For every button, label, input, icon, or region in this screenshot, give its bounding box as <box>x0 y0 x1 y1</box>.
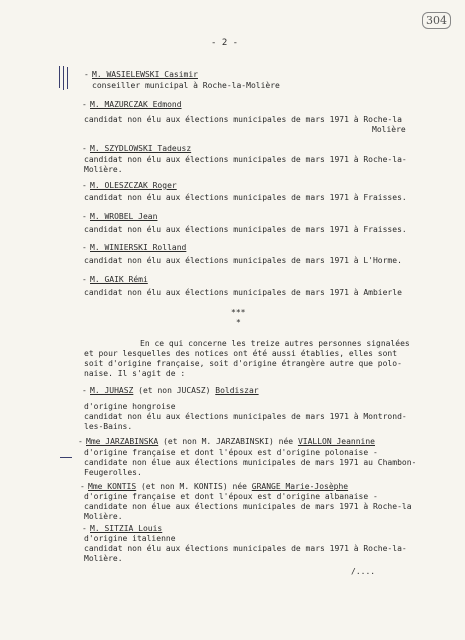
entry-line: candidat non élu aux élections municipales de mars 1971 à Roche-la <box>84 115 402 124</box>
entry-line: Molière <box>372 125 406 134</box>
margin-mark-2 <box>63 66 64 90</box>
person-name-line <box>86 437 375 447</box>
entry-dash: - <box>80 482 85 491</box>
entry-dash: - <box>82 144 87 153</box>
separator-stars: *** <box>231 308 246 317</box>
entry-line: Feugerolles. <box>84 468 142 477</box>
entry-line: d'origine française et dont l'époux est d'origine albanaise - <box>84 492 378 501</box>
paragraph-line: En ce qui concerne les treize autres personnes signalées <box>140 339 410 348</box>
entry-line: d'origine hongroise <box>84 402 176 411</box>
entry-line: candidate non élue aux élections municipales de mars 1971 à Roche-la <box>84 502 412 511</box>
person-name: M. JUHASZ <box>90 386 134 395</box>
person-name: M. WROBEL Jean <box>90 212 158 221</box>
person-name: M. OLESZCZAK Roger <box>90 181 177 190</box>
continuation-mark: /.... <box>351 567 376 576</box>
maiden-name: VIALLON Jeannine <box>297 437 375 446</box>
entry-line: candidat non élu aux élections municipales de mars 1971 à L'Horme. <box>84 256 402 265</box>
entry-line: candidat non élu aux élections municipales de mars 1971 à Roche-la- <box>84 155 407 164</box>
margin-mark-1 <box>59 66 60 88</box>
entry-dash: - <box>84 70 89 79</box>
person-name: Mme KONTIS <box>88 482 137 491</box>
entry-line: conseiller municipal à Roche-la-Molière <box>92 81 280 90</box>
margin-mark-4 <box>60 457 72 458</box>
entry-line: candidat non élu aux élections municipales de mars 1971 à Fraisses. <box>84 193 407 202</box>
paragraph-line: naise. Il s'agit de : <box>84 369 186 378</box>
page-number: - 2 - <box>211 38 239 48</box>
person-name: M. WINIERSKI Rolland <box>90 243 187 252</box>
entry-line: Molière. <box>84 512 123 521</box>
name-note: (et non M. KONTIS) née <box>136 482 252 491</box>
person-name-line <box>90 386 259 396</box>
person-name: M. WASIELEWSKI Casimir <box>92 70 198 79</box>
entry-dash: - <box>82 275 87 284</box>
person-name: M. SITZIA Louis <box>90 524 163 533</box>
entry-dash: - <box>82 181 87 190</box>
person-firstname: Boldiszar <box>215 386 259 395</box>
margin-mark-3 <box>67 67 68 89</box>
entry-dash: - <box>82 386 87 395</box>
maiden-name: GRANGE Marie-Josèphe <box>251 482 349 491</box>
entry-line: les-Bains. <box>84 422 133 431</box>
name-note: (et non M. JARZABINSKI) née <box>158 437 298 446</box>
entry-dash: - <box>78 437 83 446</box>
separator-star: * <box>236 318 241 327</box>
person-name: M. MAZURCZAK Edmond <box>90 100 182 109</box>
name-note: (et non JUCASZ) <box>133 386 216 395</box>
folio-number: 304 <box>422 12 451 29</box>
entry-dash: - <box>82 524 87 533</box>
entry-dash: - <box>82 212 87 221</box>
paragraph-line: et pour lesquelles des notices ont été aussi établies, elles sont <box>84 349 398 358</box>
entry-dash: - <box>82 243 87 252</box>
paragraph-line: soit d'origine française, soit d'origine étrangère autre que polo- <box>84 359 402 368</box>
person-name: Mme JARZABINSKA <box>86 437 159 446</box>
entry-line: candidat non élu aux élections municipales de mars 1971 à Fraisses. <box>84 225 407 234</box>
entry-line: Molière. <box>84 165 123 174</box>
person-name: M. SZYDLOWSKI Tadeusz <box>90 144 192 153</box>
entry-line: candidate non élue aux élections municipales de mars 1971 au Chambon- <box>84 458 417 467</box>
entry-line: candidat non élu aux élections municipales de mars 1971 à Ambierle <box>84 288 402 297</box>
entry-dash: - <box>82 100 87 109</box>
entry-line: Molière. <box>84 554 123 563</box>
entry-line: candidat non élu aux élections municipales de mars 1971 à Roche-la- <box>84 544 407 553</box>
person-name: M. GAIK Rémi <box>90 275 148 284</box>
person-name-line <box>88 482 348 492</box>
entry-line: d'origine française et dont l'époux est d'origine polonaise - <box>84 448 378 457</box>
entry-line: d'origine italienne <box>84 534 176 543</box>
entry-line: candidat non élu aux élections municipales de mars 1971 à Montrond- <box>84 412 407 421</box>
